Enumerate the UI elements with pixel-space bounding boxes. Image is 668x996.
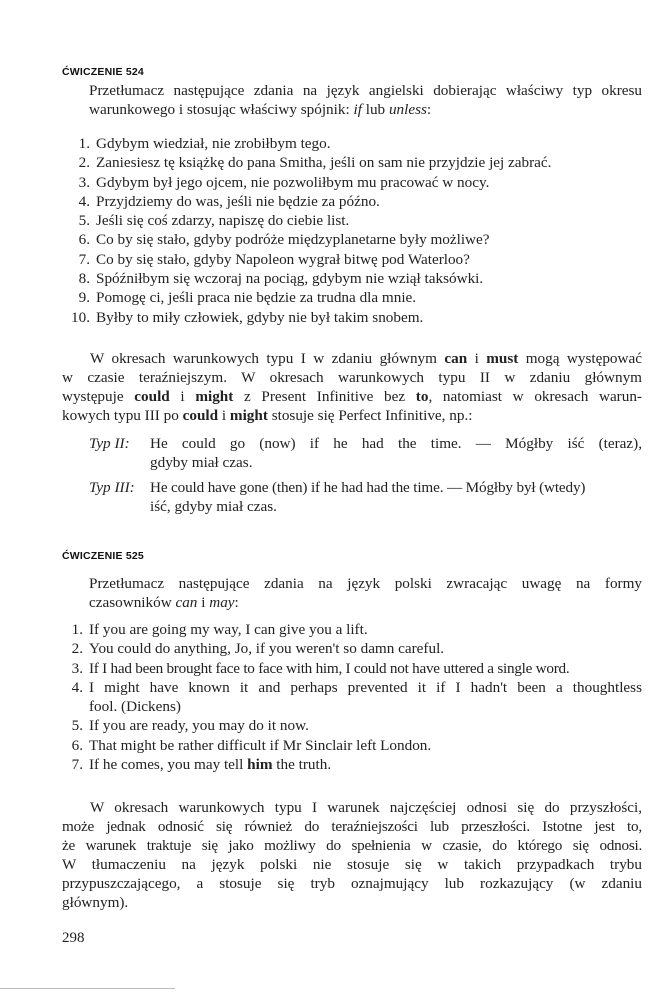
rule-text: , natomiast w okresach warun-	[428, 388, 642, 405]
item-text: That might be rather difficult if Mr Sinclair left London.	[89, 736, 432, 754]
item-text: If I had been brought face to face with him, I could not have uttered a single word.	[89, 659, 570, 677]
instruction-text: warunkowego i stosując właściwy spójnik:	[89, 101, 354, 118]
item-number: 6.	[71, 736, 83, 754]
rule-text: i	[169, 388, 196, 405]
instruction-text: :	[234, 594, 239, 611]
list-item	[78, 173, 551, 192]
conjunction-unless: unless	[388, 101, 427, 118]
list-item	[71, 639, 642, 658]
list-item	[78, 192, 551, 211]
rule-1-line-2: w czasie teraźniejszym. W okresach warunkowych typu II w zdaniu głównym	[62, 369, 642, 386]
example-label: Typ III:	[89, 479, 135, 496]
exercise-525-instruction-line-2	[89, 593, 642, 612]
item-number: 2.	[71, 640, 83, 658]
verb-may: may	[209, 594, 235, 611]
item-text: Byłby to miły człowiek, gdyby nie był takim snobem.	[96, 308, 424, 326]
item-text: Gdybym wiedział, nie zrobiłbym tego.	[96, 135, 331, 152]
example-line: gdyby miał czas.	[150, 454, 253, 471]
item-number: 4.	[71, 678, 83, 696]
grammar-rule-2	[62, 798, 642, 912]
list-item	[71, 736, 642, 755]
keyword-could: could	[182, 407, 219, 424]
item-number: 1.	[71, 621, 83, 638]
rule-text: mogą występować	[518, 350, 642, 367]
keyword-must: must	[486, 350, 519, 367]
item-text: Spóźniłbym się wczoraj na pociąg, gdybym nie wziął taksówki.	[96, 270, 484, 288]
list-item	[71, 659, 642, 678]
grammar-rule-1	[62, 349, 642, 425]
item-number: 10.	[71, 308, 90, 326]
list-item	[71, 755, 642, 774]
instruction-text: czasowników	[89, 594, 176, 611]
list-item	[71, 620, 642, 639]
item-text-continued: fool. (Dickens)	[89, 698, 181, 716]
rule-2-line-1: W okresach warunkowych typu I warunek najczęściej odnosi się do przyszłości,	[90, 799, 642, 816]
item-number: 3.	[78, 173, 90, 191]
list-item	[78, 288, 551, 307]
item-text: Co by się stało, gdyby podróże międzyplanetarne były możliwe?	[96, 231, 490, 249]
item-text: You could do anything, Jo, if you weren't so damn careful.	[89, 640, 445, 658]
item-text: I might have known it and perhaps prevented it if I hadn't been a thoughtless	[89, 678, 642, 696]
example-type-2	[89, 434, 642, 474]
rule-text: z Present Infinitive bez	[233, 388, 416, 405]
list-item	[71, 678, 642, 717]
item-number: 2.	[78, 154, 90, 172]
item-number: 3.	[71, 659, 83, 677]
item-text	[89, 755, 642, 774]
rule-2-line-6: głównym).	[62, 894, 129, 911]
item-text: Pomogę ci, jeśli praca nie będzie za trudna dla mnie.	[96, 289, 417, 307]
exercise-524-heading: ĆWICZENIE 524	[62, 66, 144, 78]
item-number: 7.	[71, 756, 83, 774]
item-text-part: If he comes, you may tell	[89, 756, 248, 774]
item-text: Przyjdziemy do was, jeśli nie będzie za późno.	[96, 192, 380, 210]
keyword-might: might	[229, 407, 268, 424]
list-item	[78, 269, 551, 288]
exercise-524-instruction-line-1: Przetłumacz następujące zdania na język angielski dobierając właściwy typ okresu	[89, 82, 642, 99]
item-text: Zaniesiesz tę książkę do pana Smitha, jeśli on sam nie przyjdzie jej zabrać.	[96, 154, 552, 172]
keyword-to: to	[415, 388, 429, 405]
verb-can: can	[175, 594, 198, 611]
list-item	[78, 250, 551, 269]
list-item	[78, 230, 551, 249]
item-text: If you are ready, you may do it now.	[89, 717, 309, 735]
list-item	[71, 716, 642, 735]
page-number: 298	[62, 930, 85, 946]
footer-rule	[0, 988, 175, 989]
rule-text: i	[218, 407, 230, 424]
exercise-524-instruction	[89, 81, 642, 119]
instruction-text: i	[197, 594, 210, 611]
rule-1-line-3	[62, 387, 642, 406]
example-line: iść, gdyby miał czas.	[150, 498, 277, 515]
rule-text: występuje	[62, 388, 135, 405]
exercise-525-heading: ĆWICZENIE 525	[62, 550, 144, 562]
rule-1-line-1	[62, 349, 642, 368]
exercise-524-list	[71, 134, 552, 327]
rule-text: W okresach warunkowych typu I w zdaniu głównym	[90, 350, 445, 367]
keyword-could: could	[134, 388, 170, 405]
keyword-can: can	[444, 350, 468, 367]
rule-text: i	[467, 350, 487, 367]
list-item	[78, 153, 552, 172]
rule-text: stosuje się Perfect Infinitive, np.:	[267, 407, 473, 424]
example-label: Typ II:	[89, 435, 130, 452]
exercise-524-instruction-line-2	[89, 100, 642, 119]
item-number: 6.	[78, 231, 90, 249]
rule-2-line-3: że warunek traktuje się jako możliwy do spełnienia w czasie, do którego się odnosi.	[62, 837, 642, 854]
item-text: Gdybym był jego ojcem, nie pozwoliłbym mu pracować w nocy.	[96, 173, 490, 191]
example-type-3	[89, 478, 642, 518]
rule-2-line-2: może jednak odnosić się również do teraźniejszości lub przeszłości. Istotne jest to,	[62, 818, 642, 835]
keyword-might: might	[195, 388, 234, 405]
item-number: 4.	[78, 192, 90, 210]
item-number: 1.	[78, 135, 90, 152]
item-number: 7.	[78, 250, 90, 268]
list-item	[78, 134, 551, 153]
rule-2-line-5: przypuszczającego, a stosuje się tryb oznajmujący lub rozkazujący (w zdaniu	[62, 875, 642, 892]
exercise-525-list	[71, 620, 642, 774]
rule-1-line-4	[62, 406, 642, 425]
rule-2-line-4: W tłumaczeniu na język polski nie stosuje się w takich przypadkach trybu	[62, 856, 642, 873]
emphasis-him: him	[247, 756, 273, 774]
item-number: 9.	[78, 289, 90, 307]
item-number: 5.	[71, 717, 83, 735]
list-item	[78, 211, 551, 230]
rule-text: kowych typu III po	[62, 407, 183, 424]
instruction-text: :	[426, 101, 432, 118]
instruction-text: lub	[361, 101, 389, 118]
item-text: Jeśli się coś zdarzy, napiszę do ciebie list.	[96, 212, 350, 230]
conjunction-if: if	[353, 101, 362, 118]
example-line: He could have gone (then) if he had had the time. — Mógłby był (wtedy)	[150, 479, 586, 496]
exercise-525-instruction-line-1: Przetłumacz następujące zdania na język polski zwracając uwagę na formy	[89, 575, 642, 592]
item-text: Co by się stało, gdyby Napoleon wygrał bitwę pod Waterloo?	[96, 250, 470, 268]
item-text: If you are going my way, I can give you a lift.	[89, 621, 368, 638]
list-item	[71, 308, 551, 327]
item-number: 5.	[78, 212, 90, 230]
example-line: He could go (now) if he had the time. — Mógłby iść (teraz),	[150, 435, 642, 452]
exercise-525-instruction	[89, 574, 642, 612]
item-text-part: the truth.	[272, 756, 332, 774]
item-number: 8.	[78, 270, 90, 288]
